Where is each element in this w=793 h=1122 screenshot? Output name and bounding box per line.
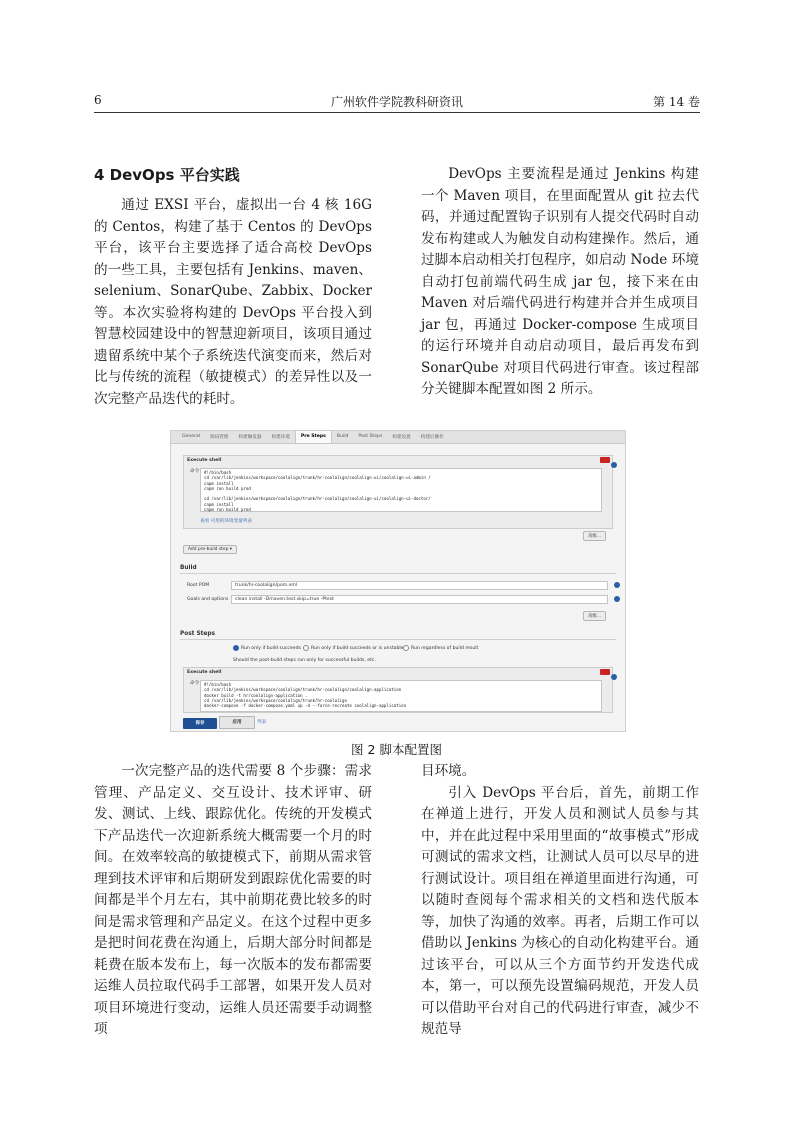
help-icon[interactable] (614, 596, 620, 602)
header-rule (94, 112, 700, 113)
running-header (94, 93, 700, 113)
tab-build-settings[interactable]: 构建设置 (392, 435, 411, 440)
command-label: 命令 (190, 469, 200, 474)
pre-script-textarea[interactable]: #!/bin/bash cd /var/lib/jenkins/workspace/coolalign/trunk/hr-coolalign/coolalign-ui/coolalign-ui-admin / cnpm install cnpm run build prod cd /var/lib/jenkins/workspace/coolalign/trunk/hr-coolalign/coolalign-ui/coolalign-ui-doctor/ cnpm install cnpm run build prod (200, 468, 602, 512)
root-pom-label: Root POM (187, 583, 210, 588)
tab-build-triggers[interactable]: 构建触发器 (238, 435, 262, 440)
section-divider (180, 573, 616, 574)
env-vars-link-partial[interactable]: 列表 (257, 720, 267, 725)
pre-step-execute-shell (183, 455, 613, 529)
left-column-top (94, 195, 372, 410)
radio-note: Should the post-build steps run only for successful builds, etc. (233, 658, 376, 663)
post-step-execute-shell (183, 667, 613, 713)
body-paragraph: 通过 EXSI 平台，虚拟出一台 4 核 16G 的 Centos，构建了基于 Centos 的 DevOps 平台，该平台主要选择了适合高校 DevOps 的一些工具，主要包括有 Jenkins、maven、selenium、SonarQube、Zabbix、Docker 等。本次实验将构建的 DevOps 平台投入到智慧校园建设中的智慧迎新项目，该项目通过遗留系统中某个子系统迭代演变而来，然后对比与传统的流程（敏捷模式）的差异性以及一次完整产品迭代的耗时。 (94, 197, 372, 407)
command-label: 命令 (190, 681, 200, 686)
section-divider (180, 639, 616, 640)
tab-pre-steps[interactable]: Pre Steps (295, 431, 332, 443)
save-button[interactable]: 保存 (183, 718, 217, 729)
right-column-bottom (421, 761, 699, 1041)
section-title: 4 DevOps 平台实践 (94, 166, 240, 184)
radio-build-succeeds[interactable]: Run only if build succeeds (233, 645, 301, 651)
body-paragraph: 一次完整产品的迭代需要 8 个步骤：需求管理、产品定义、交互设计、技术评审、研发、测试、上线、跟踪优化。传统的开发模式下产品迭代一次迎新系统大概需要一个月的时间。在效率较高的敏捷模式下，前期从需求管理到技术评审和后期研发到跟踪优化需要的时间都是半个月左右，其中前期花费比较多的时间是需求管理和产品定义。在这个过程中更多是把时间花费在沟通上，后期大部分时间都是耗费在版本发布上，每一次版本的发布都需要运维人员拉取代码手工部署，如果开发人员对项目环境进行变动，运维人员还需要手动调整项 (94, 763, 372, 1037)
right-column-top (421, 164, 699, 401)
volume-label: 第 14 卷 (653, 95, 700, 109)
goals-input[interactable]: clean install -Dmaven.test.skip=true -Ptest (231, 595, 608, 604)
tab-general[interactable]: General (182, 434, 201, 439)
execute-shell-title: Execute shell (187, 670, 222, 675)
add-pre-build-step-button[interactable]: Add pre-build step ▾ (183, 545, 237, 554)
jenkins-config-screenshot (170, 430, 626, 732)
body-paragraph: DevOps 主要流程是通过 Jenkins 构建一个 Maven 项目，在里面配置从 git 拉去代码，并通过配置钩子识别有人提交代码时自动发布构建或人为触发自动构建操作。然后，通过脚本启动相关打包程序，如启动 Node 环境自动打包前端代码生成 jar 包，接下来在由 Maven 对后端代码进行构建并合并生成项目 jar 包，再通过 Docker-compose 生成项目的运行环境并自动启动项目，最后再发布到 SonarQube 对项目代码进行审查。该过程部分关键脚本配置如图 2 所示。 (421, 166, 699, 397)
delete-step-icon[interactable] (600, 457, 610, 463)
journal-title: 广州软件学院教科研资讯 (330, 95, 463, 109)
env-vars-link[interactable]: 查看 可用的环境变量列表 (200, 519, 252, 524)
delete-step-icon[interactable] (600, 669, 610, 675)
post-steps-heading: Post Steps (180, 631, 215, 637)
help-icon[interactable] (611, 674, 617, 680)
tab-post-steps[interactable]: Post Steps (358, 434, 383, 439)
build-heading: Build (180, 565, 197, 571)
advanced-button[interactable]: 高级... (583, 531, 606, 541)
help-icon[interactable] (611, 462, 617, 468)
execute-shell-title: Execute shell (187, 458, 222, 463)
apply-button[interactable]: 应用 (219, 716, 255, 729)
help-icon[interactable] (614, 582, 620, 588)
continuation-text: 目环境。 (421, 763, 476, 779)
tab-post-build[interactable]: 构建后操作 (420, 435, 444, 440)
tab-build[interactable]: Build (336, 434, 349, 439)
advanced-button[interactable]: 高级... (583, 611, 606, 621)
goals-label: Goals and options (187, 597, 229, 602)
page-number: 6 (94, 93, 102, 107)
tab-source-code[interactable]: 源码管理 (210, 435, 229, 440)
body-paragraph: 引入 DevOps 平台后，首先，前期工作在禅道上进行，开发人员和测试人员参与其中，并在此过程中采用里面的“故事模式”形成可测试的需求文档，让测试人员可以尽早的进行测试设计。项目组在禅道里面进行沟通，可以随时查阅每个需求相关的文档和迭代版本等，加快了沟通的效率。再者，后期工作可以借助以 Jenkins 为核心的自动化构建平台。通过该平台，可以从三个方面节约开发迭代成本，第一，可以预先设置编码规范，开发人员可以借助平台对自己的代码进行审查，减少不规范导 (421, 784, 699, 1037)
left-column-bottom (94, 761, 372, 1041)
post-script-textarea[interactable]: #!/bin/bash cd /var/lib/jenkins/workspace/coolalign/trunk/hr-coolalign/coolalign-application docker build -t hr/coolalign-application . cd /var/lib/jenkins/workspace/coolalign/trunk/hr-coolalign docker-compose -f docker-compose.yaml up -d --force-recreate coolalign-application (200, 680, 602, 712)
radio-regardless[interactable]: Run regardless of build result (403, 645, 478, 651)
radio-succeeds-or-unstable[interactable]: Run only if build succeeds or is unstable (303, 645, 403, 651)
tab-build-env[interactable]: 构建环境 (271, 435, 290, 440)
root-pom-input[interactable]: trunk/hr-coolalign/pom.xml (231, 581, 608, 590)
figure-caption: 图 2 脚本配置图 (351, 742, 442, 757)
config-tab-bar (171, 431, 625, 444)
